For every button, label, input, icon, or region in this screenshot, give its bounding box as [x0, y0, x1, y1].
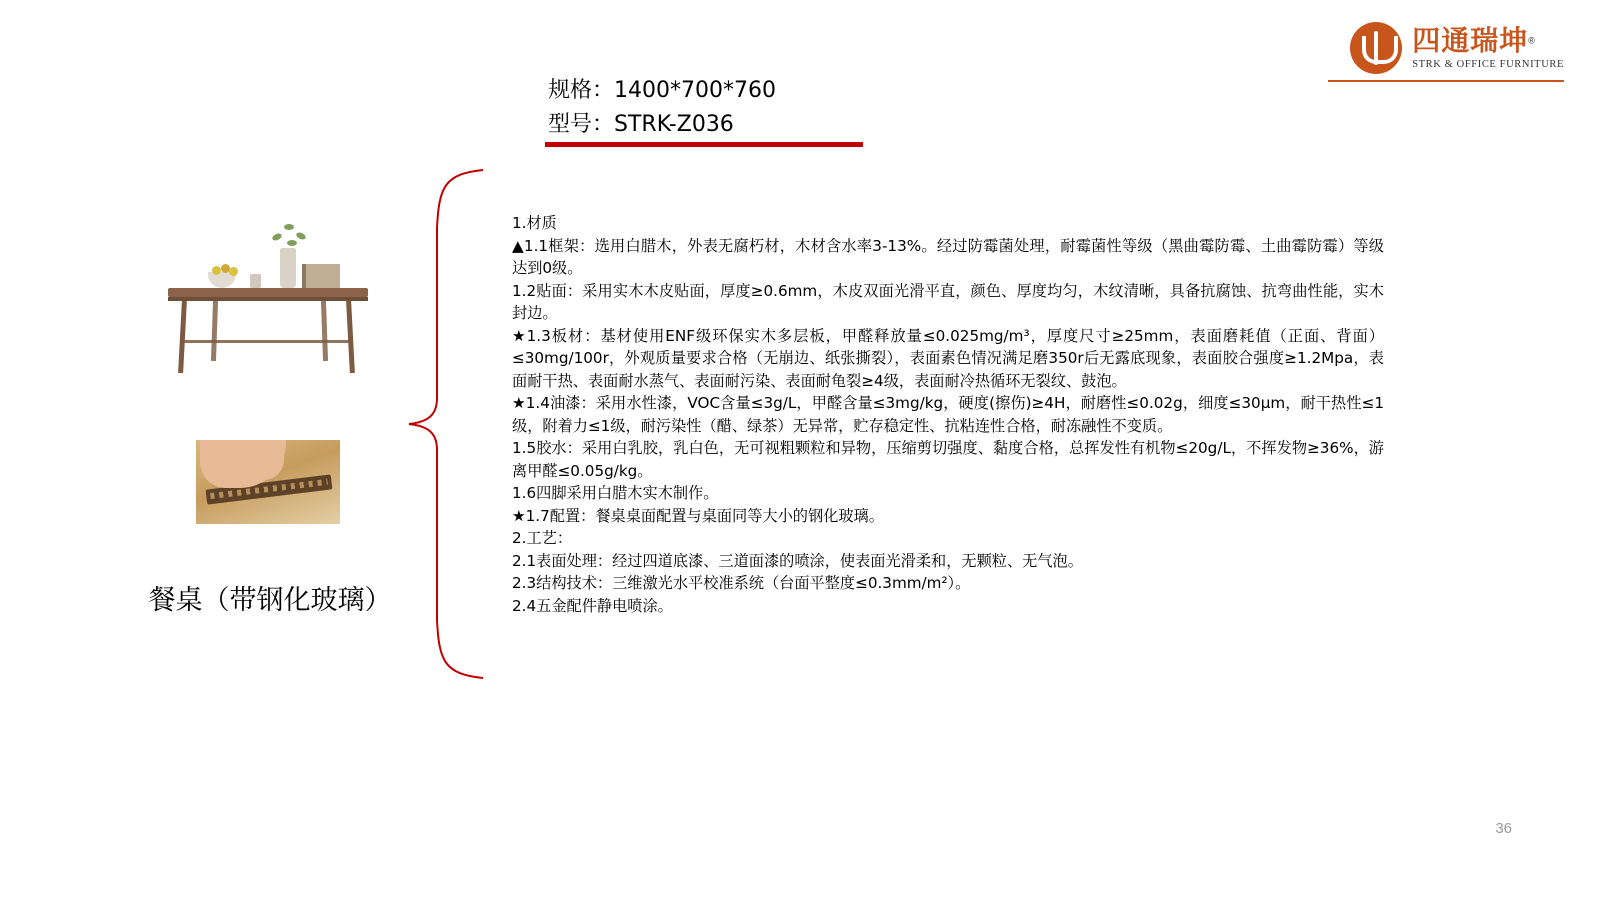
book-icon — [302, 264, 340, 288]
page-number: 36 — [1495, 820, 1512, 837]
fruit-icon — [212, 266, 221, 275]
logo-english-name: STRK & OFFICE FURNITURE — [1412, 58, 1564, 70]
spec-line: 2.3结构技术：三维激光水平校准系统（台面平整度≤0.3mm/m²）。 — [512, 574, 971, 592]
spec-line: ▲1.1框架：选用白腊木，外表无腐朽材，木材含水率3-13%。经过防霉菌处理，耐霉菌性等级（黑曲霉防霉、土曲霉防霉）等级达到0级。 — [512, 236, 1384, 277]
spec-body-text — [512, 212, 1384, 617]
logo-emblem-icon — [1350, 22, 1402, 74]
spec-line: ★1.4油漆：采用水性漆，VOC含量≤3g/L，甲醛含量≤3mg/kg，硬度(擦伤)≥4H，耐磨性≤0.02g，细度≤30μm，耐干热性≤1级，附着力≤1级，耐污染性（醋、绿茶）无异常，贮存稳定性、抗粘连性合格，耐冻融性不变质。 — [512, 394, 1384, 435]
logo-chinese-name: 四通瑞坤 — [1412, 24, 1529, 58]
table-leg — [321, 301, 328, 361]
cup-icon — [250, 274, 261, 288]
registered-trademark-icon: ® — [1528, 35, 1535, 46]
brand-logo — [1350, 22, 1564, 74]
spec-line: 1.材质 — [512, 214, 557, 232]
spec-line: ★1.7配置：餐桌桌面配置与桌面同等大小的钢化玻璃。 — [512, 506, 884, 525]
vase-icon — [280, 248, 296, 288]
spec-line: 2.4五金配件静电喷涂。 — [512, 596, 673, 615]
curly-brace-decoration — [405, 168, 489, 680]
spec-line: 2.工艺： — [512, 529, 573, 547]
table-edge — [168, 297, 368, 301]
table-top — [168, 288, 368, 297]
table-leg — [211, 301, 218, 361]
fruit-icon — [229, 267, 238, 276]
product-photo-main — [152, 208, 384, 408]
logo-divider — [1328, 80, 1564, 82]
spec-underline — [545, 142, 863, 147]
product-photo-detail — [196, 440, 340, 524]
spec-line: 1.6四脚采用白腊木实木制作。 — [512, 484, 719, 502]
spec-line: 1.2贴面：采用实木木皮贴面，厚度≥0.6mm，木皮双面光滑平直，颜色、厚度均匀，木纹清晰，具备抗腐蚀、抗弯曲性能，实木封边。 — [512, 281, 1384, 322]
table-leg — [346, 301, 355, 373]
spec-dimensions: 规格：1400*700*760 — [548, 78, 776, 103]
product-spec-header — [548, 74, 776, 142]
table-stretcher — [184, 340, 350, 343]
logo-text — [1412, 26, 1564, 69]
product-caption: 餐桌（带钢化玻璃） — [148, 585, 392, 616]
spec-line: ★1.3板材：基材使用ENF级环保实木多层板，甲醛释放量≤0.025mg/m³，厚度尺寸≥25mm，表面磨耗值（正面、背面）≤30mg/100r，外观质量要求合格（无崩边、纸张撕裂），表面素色情况满足磨350r后无露底现象，表面胶合强度≥1.2Mpa，表面耐干热、表面耐水蒸气、表面耐污染、表面耐龟裂≥4级，表面耐冷热循环无裂纹、鼓泡。 — [512, 326, 1384, 390]
spec-model: 型号：STRK-Z036 — [548, 112, 734, 138]
logo-name-row — [1412, 24, 1564, 58]
spec-line: 1.5胶水：采用白乳胶，乳白色，无可视粗颗粒和异物，压缩剪切强度、黏度合格，总挥发性有机物≤20g/L，不挥发物≥36%，游离甲醛≤0.05g/kg。 — [512, 439, 1384, 480]
table-leg — [178, 301, 187, 373]
spec-line: 2.1表面处理：经过四道底漆、三道面漆的喷涂，使表面光滑柔和，无颗粒、无气泡。 — [512, 551, 1083, 570]
